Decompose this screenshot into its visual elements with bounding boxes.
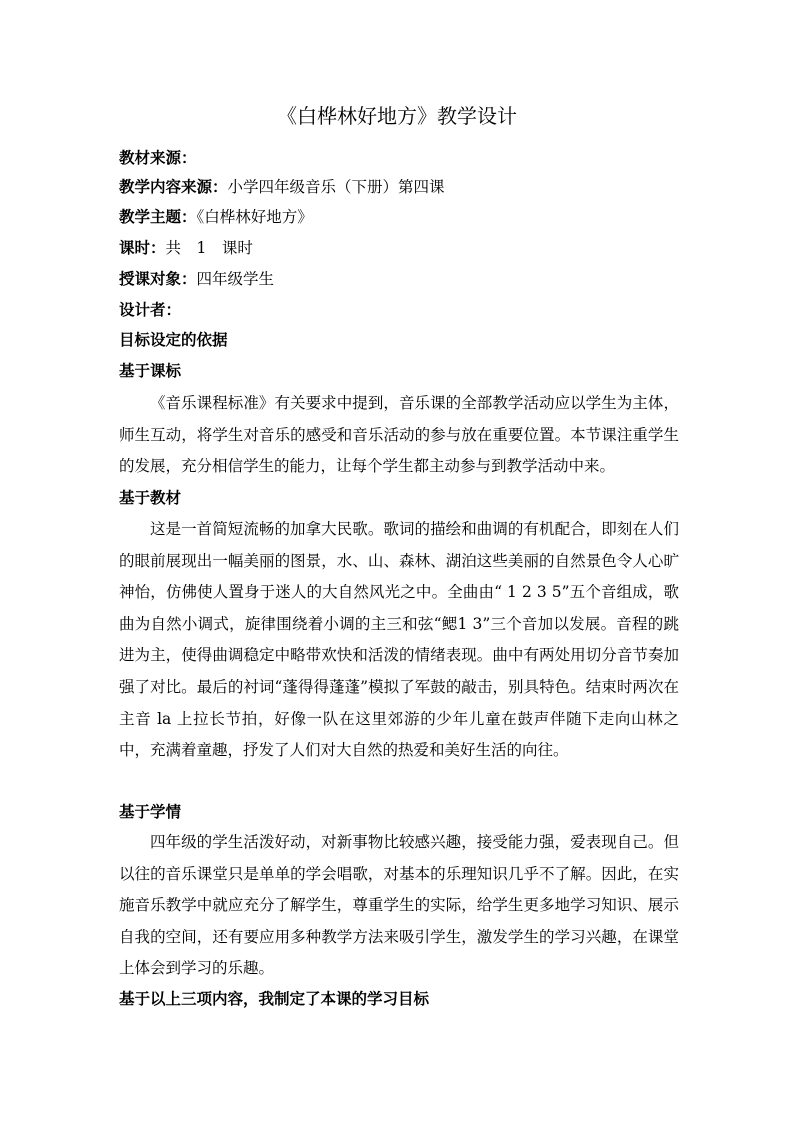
field-audience xyxy=(119,263,679,295)
field-value: 《白桦林好地方》 xyxy=(196,208,313,226)
field-value: 小学四年级音乐（下册）第四课 xyxy=(227,178,445,196)
field-value: 共 1 课时 xyxy=(165,239,253,257)
paragraph-textbook: 这是一首简短流畅的加拿大民歌。歌词的描绘和曲调的有机配合，即刻在人们的眼前展现出一幅美丽的图景，水、山、森林、湖泊这些美丽的自然景色令人心旷神怡，仿佛使人置身于迷人的大自然风光之中。全曲由“ 1 2 3 5”五个音组成，歌曲为自然小调式，旋律围绕着小调的主三和弦“鳃1 3”三个音加以发展。音程的跳进为主，使得曲调稳定中略带欢快和活泼的情绪表现。曲中有两处用切分音节奏加强了对比。最后的衬词“蓬得得蓬蓬”模拟了军鼓的敲击，别具特色。结束时两次在主音 la 上拉长节拍，好像一队在这里郊游的少年儿童在鼓声伴随下走向山林之中，充满着童趣，抒发了人们对大自然的热爱和美好生活的向往。 xyxy=(119,520,679,760)
field-content-source xyxy=(119,171,679,203)
field-designer xyxy=(119,294,679,326)
subheading-curriculum: 基于课标 xyxy=(119,361,182,380)
field-periods xyxy=(119,232,679,264)
field-source xyxy=(119,142,679,174)
document-title: 《白桦林好地方》教学设计 xyxy=(277,104,517,128)
field-label: 授课对象： xyxy=(119,269,197,288)
field-value: 四年级学生 xyxy=(196,270,275,288)
field-label: 设计者： xyxy=(119,300,182,319)
subheading-students: 基于学情 xyxy=(119,802,182,821)
field-label: 课时： xyxy=(119,238,166,257)
paragraph-curriculum: 《音乐课程标准》有关要求中提到，音乐课的全部教学活动应以学生为主体，师生互动，将学生对音乐的感受和音乐活动的参与放在重要位置。本节课注重学生的发展，充分相信学生的能力，让每个学生都主动参与到教学活动中来。 xyxy=(119,394,679,476)
field-label: 教材来源： xyxy=(119,148,197,167)
field-label: 教学内容来源： xyxy=(119,177,228,196)
conclusion-line: 基于以上三项内容，我制定了本课的学习目标 xyxy=(119,989,430,1008)
field-label: 教学主题： xyxy=(119,207,197,226)
field-theme xyxy=(119,201,679,233)
subheading-textbook: 基于教材 xyxy=(119,488,182,507)
paragraph-students: 四年级的学生活泼好动，对新事物比较感兴趣，接受能力强，爱表现自己。但以往的音乐课堂只是单单的学会唱歌，对基本的乐理知识几乎不了解。因此，在实施音乐教学中就应充分了解学生，尊重学生的实际，给学生更多地学习知识、展示自我的空间，还有要应用多种教学方法来吸引学生，激发学生的学习兴趣，在课堂上体会到学习的乐趣。 xyxy=(119,833,679,978)
section-heading-basis: 目标设定的依据 xyxy=(119,330,228,349)
